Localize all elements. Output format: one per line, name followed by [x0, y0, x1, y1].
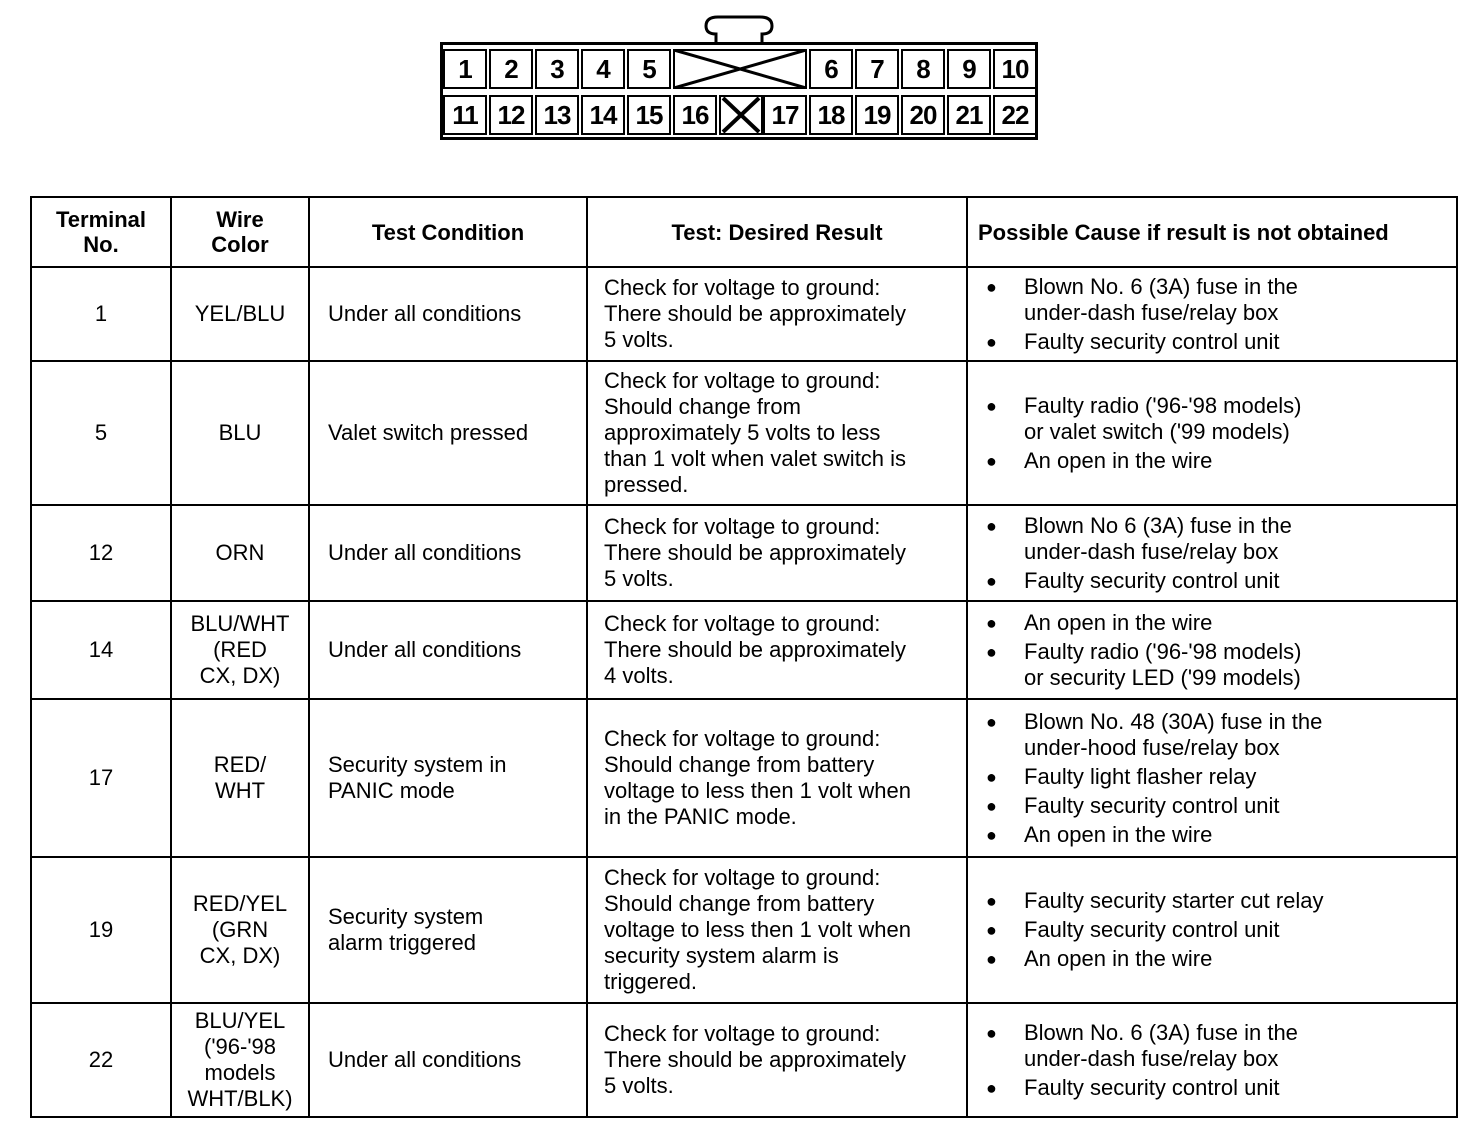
pin-8: 8 [901, 49, 945, 89]
pin-17: 17 [763, 95, 807, 135]
pin-6: 6 [809, 49, 853, 89]
header-possible-cause: Possible Cause if result is not obtained [967, 197, 1457, 267]
test-condition: Under all conditions [309, 267, 587, 361]
pin-14: 14 [581, 95, 625, 135]
table-header-row [31, 197, 1457, 267]
possible-causes [967, 505, 1457, 601]
possible-causes [967, 267, 1457, 361]
wire-color: ORN [171, 505, 309, 601]
possible-causes [967, 699, 1457, 857]
terminal-number: 5 [31, 361, 171, 505]
cause-item: ● An open in the wire [986, 946, 1452, 972]
test-condition: Under all conditions [309, 505, 587, 601]
terminal-test-table [30, 196, 1458, 1118]
cause-item: ● Faulty security starter cut relay [986, 888, 1452, 914]
cause-item: ● Faulty security control unit [986, 329, 1452, 355]
pin-3: 3 [535, 49, 579, 89]
pin-18: 18 [809, 95, 853, 135]
pin-1: 1 [443, 49, 487, 89]
pin-9: 9 [947, 49, 991, 89]
test-condition: Security system in PANIC mode [309, 699, 587, 857]
cause-item: ● Faulty security control unit [986, 917, 1452, 943]
possible-causes [967, 361, 1457, 505]
unused-cavity-cross [673, 49, 807, 89]
header-test-condition: Test Condition [309, 197, 587, 267]
terminal-number: 22 [31, 1003, 171, 1117]
table-row [31, 361, 1457, 505]
wire-color: BLU/YEL ('96-'98 models WHT/BLK) [171, 1003, 309, 1117]
header-terminal-no: Terminal No. [31, 197, 171, 267]
cause-item: ● An open in the wire [986, 610, 1452, 636]
wire-color: YEL/BLU [171, 267, 309, 361]
cause-item: ● Faulty light flasher relay [986, 764, 1452, 790]
cause-item: ● Faulty security control unit [986, 793, 1452, 819]
cause-item: ● Blown No. 6 (3A) fuse in the under-dash fuse/relay box [986, 1020, 1452, 1072]
wire-color: BLU [171, 361, 309, 505]
pin-15: 15 [627, 95, 671, 135]
test-condition: Security system alarm triggered [309, 857, 587, 1003]
possible-causes [967, 601, 1457, 699]
desired-result: Check for voltage to ground: There should be approximately 5 volts. [587, 267, 967, 361]
wire-color: RED/YEL (GRN CX, DX) [171, 857, 309, 1003]
possible-causes [967, 1003, 1457, 1117]
cause-item: ● An open in the wire [986, 822, 1452, 848]
pin-12: 12 [489, 95, 533, 135]
header-desired-result: Test: Desired Result [587, 197, 967, 267]
desired-result: Check for voltage to ground: There should be approximately 5 volts. [587, 1003, 967, 1117]
pin-13: 13 [535, 95, 579, 135]
table-row [31, 601, 1457, 699]
cause-item: ● Blown No 6 (3A) fuse in the under-dash fuse/relay box [986, 513, 1452, 565]
pin-10: 10 [993, 49, 1037, 89]
cause-item: ● An open in the wire [986, 448, 1452, 474]
pin-11: 11 [443, 95, 487, 135]
table-row [31, 1003, 1457, 1117]
pin-16: 16 [673, 95, 717, 135]
desired-result: Check for voltage to ground: Should change from battery voltage to less then 1 volt when in the PANIC mode. [587, 699, 967, 857]
desired-result: Check for voltage to ground: There should be approximately 4 volts. [587, 601, 967, 699]
desired-result: Check for voltage to ground: Should change from battery voltage to less then 1 volt when security system alarm is triggered. [587, 857, 967, 1003]
cause-item: ● Blown No. 48 (30A) fuse in the under-hood fuse/relay box [986, 709, 1452, 761]
terminal-number: 12 [31, 505, 171, 601]
pin-21: 21 [947, 95, 991, 135]
header-wire-color: Wire Color [171, 197, 309, 267]
terminal-number: 1 [31, 267, 171, 361]
wire-color: BLU/WHT (RED CX, DX) [171, 601, 309, 699]
test-condition: Under all conditions [309, 601, 587, 699]
pin-20: 20 [901, 95, 945, 135]
terminal-number: 17 [31, 699, 171, 857]
cause-item: ● Faulty radio ('96-'98 models) or valet switch ('99 models) [986, 393, 1452, 445]
pin-5: 5 [627, 49, 671, 89]
possible-causes [967, 857, 1457, 1003]
terminal-number: 14 [31, 601, 171, 699]
table-row [31, 699, 1457, 857]
table-row [31, 267, 1457, 361]
desired-result: Check for voltage to ground: There should be approximately 5 volts. [587, 505, 967, 601]
wire-color: RED/ WHT [171, 699, 309, 857]
connector-face-diagram [440, 42, 1038, 140]
cause-item: ● Blown No. 6 (3A) fuse in the under-dash fuse/relay box [986, 274, 1452, 326]
cause-item: ● Faulty security control unit [986, 568, 1452, 594]
pin-2: 2 [489, 49, 533, 89]
table-row [31, 505, 1457, 601]
terminal-number: 19 [31, 857, 171, 1003]
pin-7: 7 [855, 49, 899, 89]
pin-4: 4 [581, 49, 625, 89]
desired-result: Check for voltage to ground: Should change from approximately 5 volts to less than 1 volt when valet switch is pressed. [587, 361, 967, 505]
cause-item: ● Faulty radio ('96-'98 models) or security LED ('99 models) [986, 639, 1452, 691]
unused-cavity-cross-small [719, 95, 763, 135]
pin-22: 22 [993, 95, 1037, 135]
cause-item: ● Faulty security control unit [986, 1075, 1452, 1101]
table-row [31, 857, 1457, 1003]
connector-latch-tab [704, 14, 774, 42]
test-condition: Under all conditions [309, 1003, 587, 1117]
pin-19: 19 [855, 95, 899, 135]
test-condition: Valet switch pressed [309, 361, 587, 505]
